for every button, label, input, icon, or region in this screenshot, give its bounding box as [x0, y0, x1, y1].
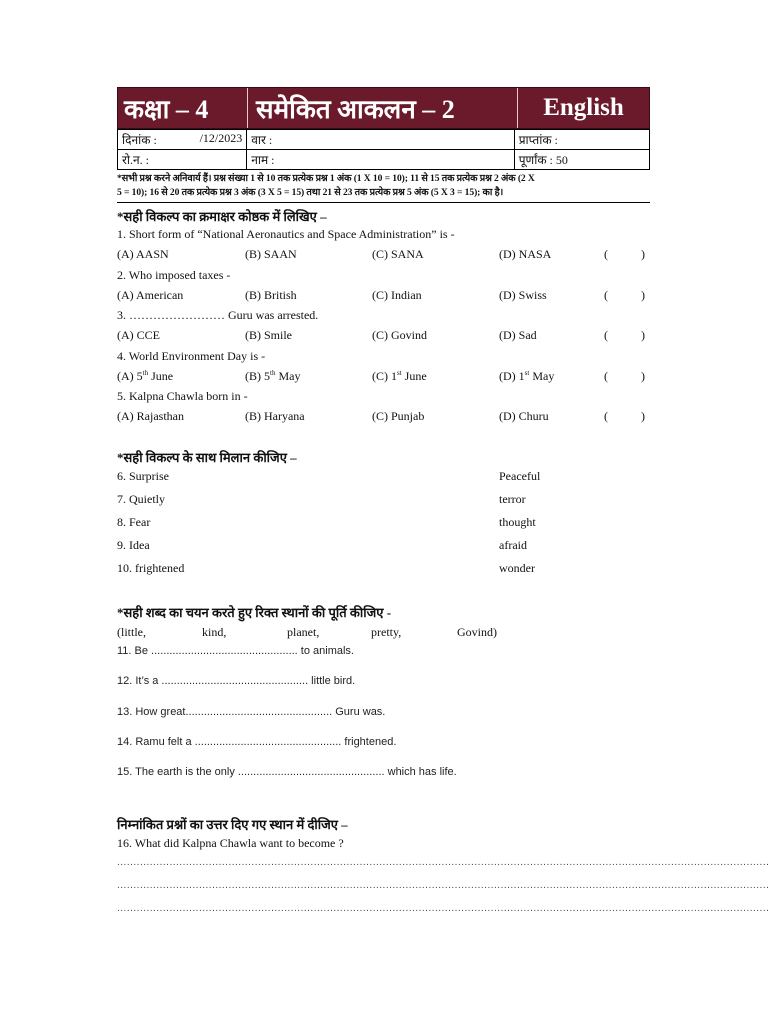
answer-line[interactable]: ....................................................................................................................................................................................................... — [117, 857, 769, 868]
answer-bracket-close[interactable]: ) — [641, 247, 645, 261]
student-info-table — [117, 129, 650, 170]
word-bank-item: kind, — [202, 625, 227, 639]
ordinal-suffix: th — [142, 368, 149, 377]
word-bank-item: Govind) — [457, 625, 497, 639]
mcq-option[interactable]: (D) NASA — [499, 247, 552, 261]
mcq-option[interactable]: (A) 5th June — [117, 368, 174, 383]
fill-blank-item[interactable]: 13. How great................................................ Guru was. — [117, 706, 386, 718]
match-right-item: thought — [499, 515, 536, 529]
match-right-item: wonder — [499, 561, 535, 575]
mcq-option[interactable]: (D) 1st May — [499, 368, 555, 383]
word-bank-item: pretty, — [371, 625, 402, 639]
mcq-option[interactable]: (A) CCE — [117, 328, 160, 342]
fill-blanks-heading: *सही शब्द का चयन करते हुए रिक्त स्थानों की पूर्ति कीजिए - — [117, 605, 392, 620]
mcq-option[interactable]: (C) 1st June — [372, 368, 427, 383]
word-bank-item: planet, — [287, 625, 320, 639]
mcq-option[interactable]: (C) Indian — [372, 287, 422, 302]
mcq-question: 4. World Environment Day is - — [117, 348, 266, 363]
match-right-item: afraid — [499, 538, 527, 552]
fill-blank-item[interactable]: 15. The earth is the only ................................................ which has life. — [117, 766, 457, 778]
mcq-option[interactable]: (C) Punjab — [372, 409, 425, 423]
answer-bracket-open[interactable]: ( — [604, 287, 608, 302]
mcq-option[interactable]: (A) Rajasthan — [117, 409, 184, 423]
answer-bracket-open[interactable]: ( — [604, 368, 608, 383]
instructions-line: *सभी प्रश्न करने अनिवार्य हैं। प्रश्न संख्या 1 से 10 तक प्रत्येक प्रश्न 1 अंक (1 X 10 = 10); 11 से 15 तक प्रत्येक प्रश्न 2 अंक (2 X — [117, 173, 535, 184]
ordinal-suffix: st — [524, 368, 530, 377]
match-left-item: 10. frightened — [117, 561, 185, 575]
mcq-option[interactable]: (B) Smile — [245, 328, 292, 342]
class-label: कक्षा – 4 — [118, 88, 248, 128]
mcq-question: 3. …………………… Guru was arrested. — [117, 308, 319, 322]
short-answer-heading: निम्नांकित प्रश्नों का उत्तर दिए गए स्थान में दीजिए – — [117, 817, 348, 832]
mcq-option[interactable]: (B) British — [245, 287, 297, 302]
mcq-option[interactable]: (A) American — [117, 287, 184, 302]
date-label: दिनांक : — [122, 133, 157, 147]
worksheet-page — [117, 87, 650, 203]
mcq-option[interactable]: (D) Sad — [499, 328, 537, 342]
answer-line[interactable]: ....................................................................................................................................................................................................... — [117, 880, 769, 891]
answer-bracket-open[interactable]: ( — [604, 247, 608, 261]
matching-heading: *सही विकल्प के साथ मिलान कीजिए – — [117, 450, 297, 465]
full-marks-label: पूर्णांक : 50 — [518, 153, 568, 167]
mcq-option[interactable]: (D) Churu — [499, 409, 549, 423]
answer-bracket-close[interactable]: ) — [641, 287, 645, 302]
day-cell[interactable] — [247, 130, 515, 150]
mcq-option[interactable]: (A) AASN — [117, 247, 169, 261]
match-left-item: 7. Quietly — [117, 492, 165, 506]
match-left-item: 8. Fear — [117, 515, 151, 529]
assessment-title: समेकित आकलन – 2 — [248, 88, 518, 128]
mcq-heading: *सही विकल्प का क्रमाक्षर कोष्ठक में लिखिए – — [117, 209, 327, 224]
answer-bracket-close[interactable]: ) — [641, 368, 645, 383]
match-right-item: Peaceful — [499, 469, 541, 483]
match-left-item: 9. Idea — [117, 538, 150, 552]
instructions-line: 5 = 10); 16 से 20 तक प्रत्येक प्रश्न 3 अंक (3 X 5 = 15) तथा 21 से 23 तक प्रत्येक प्रश्न 5 अंक (5 X 3 = 15); का है। — [117, 187, 504, 198]
mcq-option[interactable]: (B) 5th May — [245, 368, 301, 383]
answer-line[interactable]: ....................................................................................................................................................................................................... — [117, 903, 769, 914]
mcq-question: 1. Short form of “National Aeronautics and Space Administration” is - — [117, 227, 455, 241]
fill-blank-item[interactable]: 12. It’s a ................................................ little bird. — [117, 675, 356, 687]
mcq-question: 2. Who imposed taxes - — [117, 267, 231, 282]
fill-blank-item[interactable]: 11. Be ................................................ to animals. — [117, 645, 354, 657]
answer-bracket-close[interactable]: ) — [641, 409, 645, 423]
mcq-question: 5. Kalpna Chawla born in - — [117, 389, 248, 403]
subject-label: English — [543, 94, 624, 121]
match-right-item: terror — [499, 492, 526, 506]
date-cell[interactable] — [118, 130, 247, 150]
ordinal-suffix: th — [270, 368, 276, 377]
mcq-option[interactable]: (C) SANA — [372, 247, 424, 261]
header-banner — [117, 87, 650, 129]
match-left-item: 6. Surprise — [117, 469, 169, 483]
mcq-option[interactable]: (D) Swiss — [499, 287, 547, 302]
full-marks-cell — [514, 150, 649, 170]
instructions — [117, 172, 650, 203]
answer-bracket-open[interactable]: ( — [604, 328, 608, 342]
roll-label: रो.न. : — [122, 153, 150, 167]
name-label: नाम : — [251, 153, 275, 167]
mcq-option[interactable]: (B) Haryana — [245, 409, 305, 423]
mcq-option[interactable]: (C) Govind — [372, 328, 427, 342]
answer-bracket-close[interactable]: ) — [641, 328, 645, 342]
short-answer-question: 16. What did Kalpna Chawla want to become ? — [117, 836, 344, 850]
marks-obtained-cell[interactable] — [514, 130, 649, 150]
name-cell[interactable] — [247, 150, 515, 170]
fill-blank-item[interactable]: 14. Ramu felt a ................................................ frightened. — [117, 736, 397, 748]
date-value: /12/2023 — [199, 131, 243, 145]
marks-obtained-label: प्राप्तांक : — [518, 133, 558, 147]
word-bank-item: (little, — [117, 625, 146, 639]
mcq-option[interactable]: (B) SAAN — [245, 247, 297, 261]
ordinal-suffix: st — [397, 368, 402, 377]
roll-number-cell[interactable] — [118, 150, 247, 170]
answer-bracket-open[interactable]: ( — [604, 409, 608, 423]
day-label: वार : — [251, 133, 273, 147]
